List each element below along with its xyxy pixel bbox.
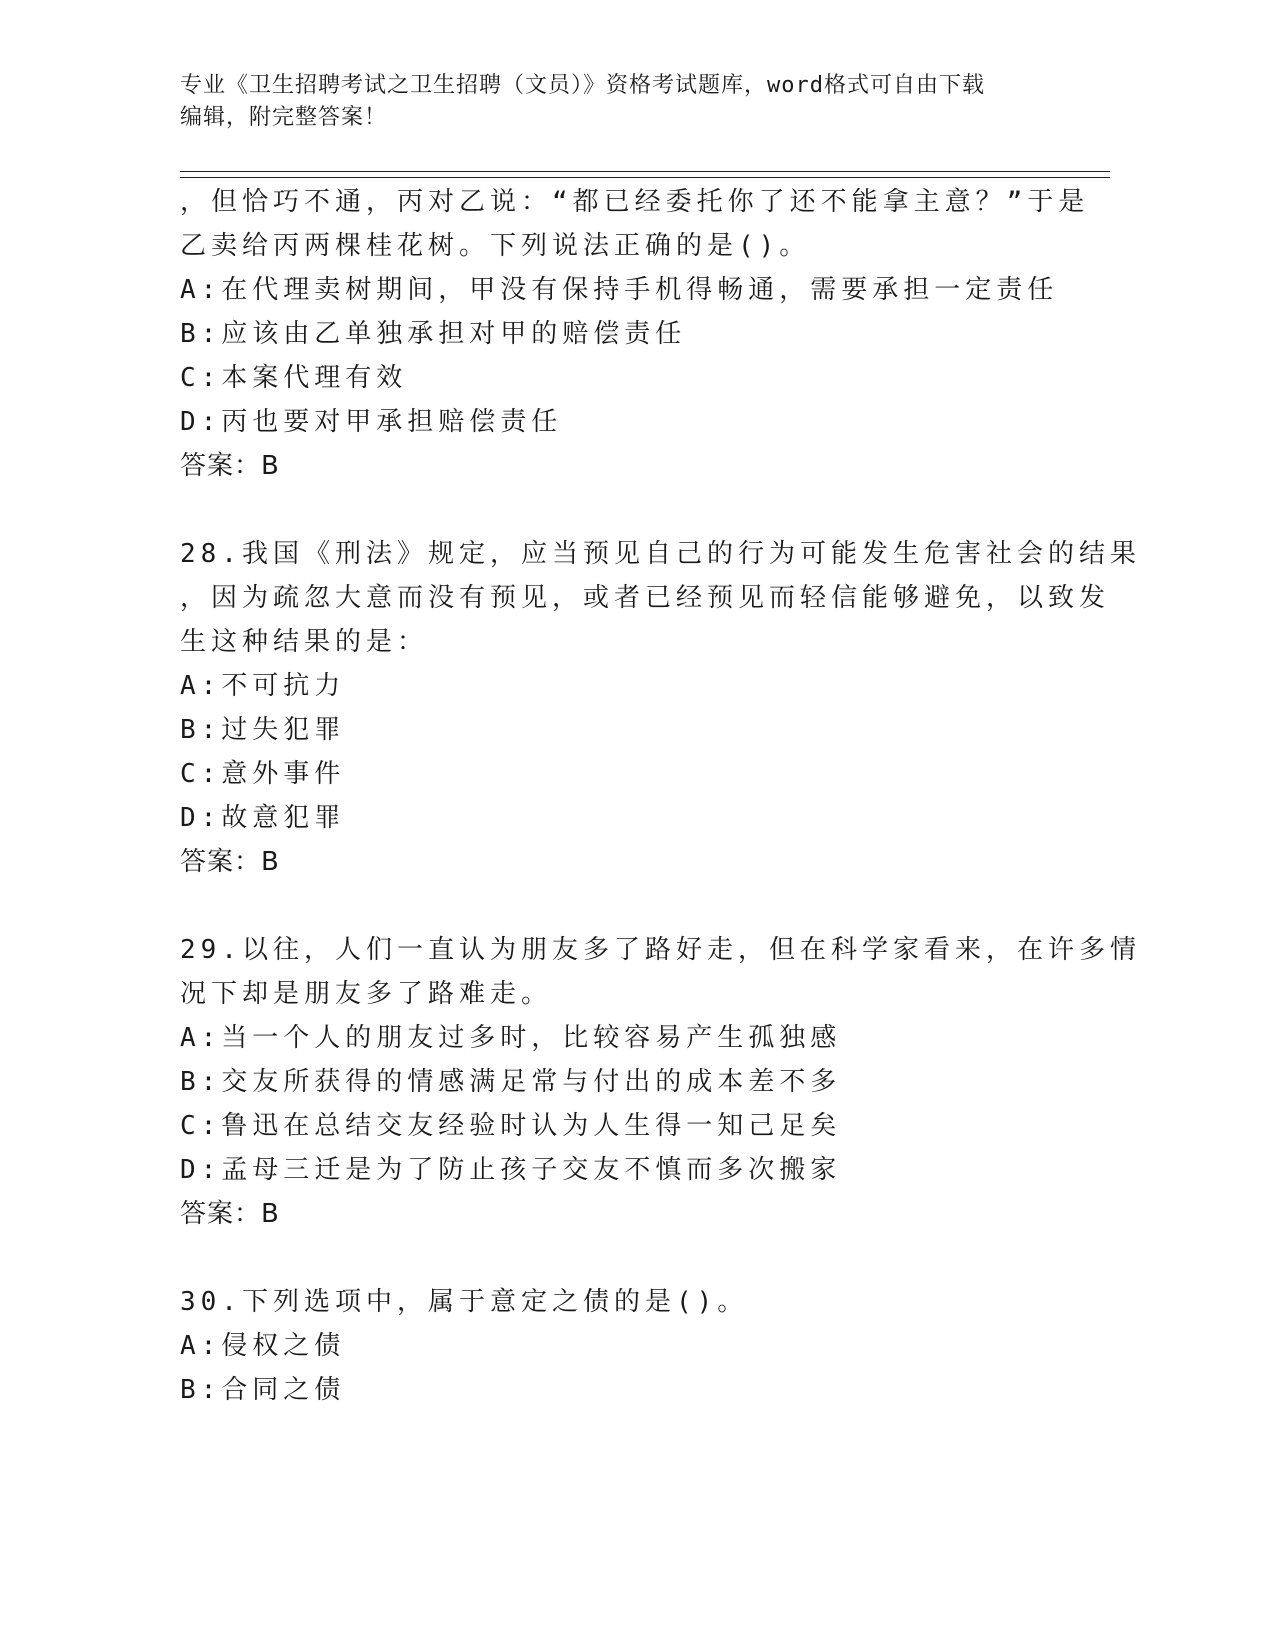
question-stem-line: 28.我国《刑法》规定，应当预见自己的行为可能发生危害社会的结果 [180, 539, 1141, 569]
question-stem-line: 30.下列选项中，属于意定之债的是()。 [180, 1287, 749, 1317]
option-d: D:故意犯罪 [180, 803, 346, 833]
option-d: D:丙也要对甲承担赔偿责任 [180, 407, 563, 437]
header-line-2: 编辑，附完整答案！ [180, 105, 388, 130]
option-d: D:孟母三迁是为了防止孩子交友不慎而多次搬家 [180, 1155, 842, 1185]
spacer [180, 1236, 1080, 1280]
option-b: B:合同之债 [180, 1375, 346, 1405]
document-header [180, 70, 1080, 134]
option-b: B:交友所获得的情感满足常与付出的成本差不多 [180, 1067, 842, 1097]
option-a: A:不可抗力 [180, 671, 346, 701]
question-list [180, 180, 1141, 1412]
question-stem-line: ，但恰巧不通，丙对乙说：“都已经委托你了还不能拿主意？”于是 [180, 187, 1090, 217]
question-30 [180, 1280, 1080, 1412]
spacer [180, 884, 1080, 928]
question-stem-line: 况下却是朋友多了路难走。 [180, 979, 553, 1009]
header-line-1: 专业《卫生招聘考试之卫生招聘（文员）》资格考试题库，word格式可自由下载 [180, 73, 985, 98]
option-a: A:侵权之债 [180, 1331, 346, 1361]
question-stem-line: ，因为疏忽大意而没有预见，或者已经预见而轻信能够避免，以致发 [180, 583, 1111, 613]
option-a: A:当一个人的朋友过多时，比较容易产生孤独感 [180, 1023, 842, 1053]
option-b: B:应该由乙单独承担对甲的赔偿责任 [180, 319, 687, 349]
question-stem-line: 29.以往，人们一直认为朋友多了路好走，但在科学家看来，在许多情 [180, 935, 1141, 965]
option-c: C:意外事件 [180, 759, 346, 789]
question-29 [180, 928, 1141, 1236]
header-rule-bottom [180, 177, 1110, 178]
question-27-continued [180, 180, 1090, 488]
option-c: C:本案代理有效 [180, 363, 408, 393]
header-rule-top [180, 171, 1110, 172]
answer-line: 答案：B [180, 847, 280, 877]
option-a: A:在代理卖树期间，甲没有保持手机得畅通，需要承担一定责任 [180, 275, 1059, 305]
answer-line: 答案：B [180, 1199, 280, 1229]
option-b: B:过失犯罪 [180, 715, 346, 745]
spacer [180, 488, 1080, 532]
answer-line: 答案：B [180, 451, 280, 481]
option-c: C:鲁迅在总结交友经验时认为人生得一知己足矣 [180, 1111, 842, 1141]
question-28 [180, 532, 1141, 884]
question-stem-line: 生这种结果的是： [180, 627, 429, 657]
question-stem-line: 乙卖给丙两棵桂花树。下列说法正确的是()。 [180, 231, 811, 261]
